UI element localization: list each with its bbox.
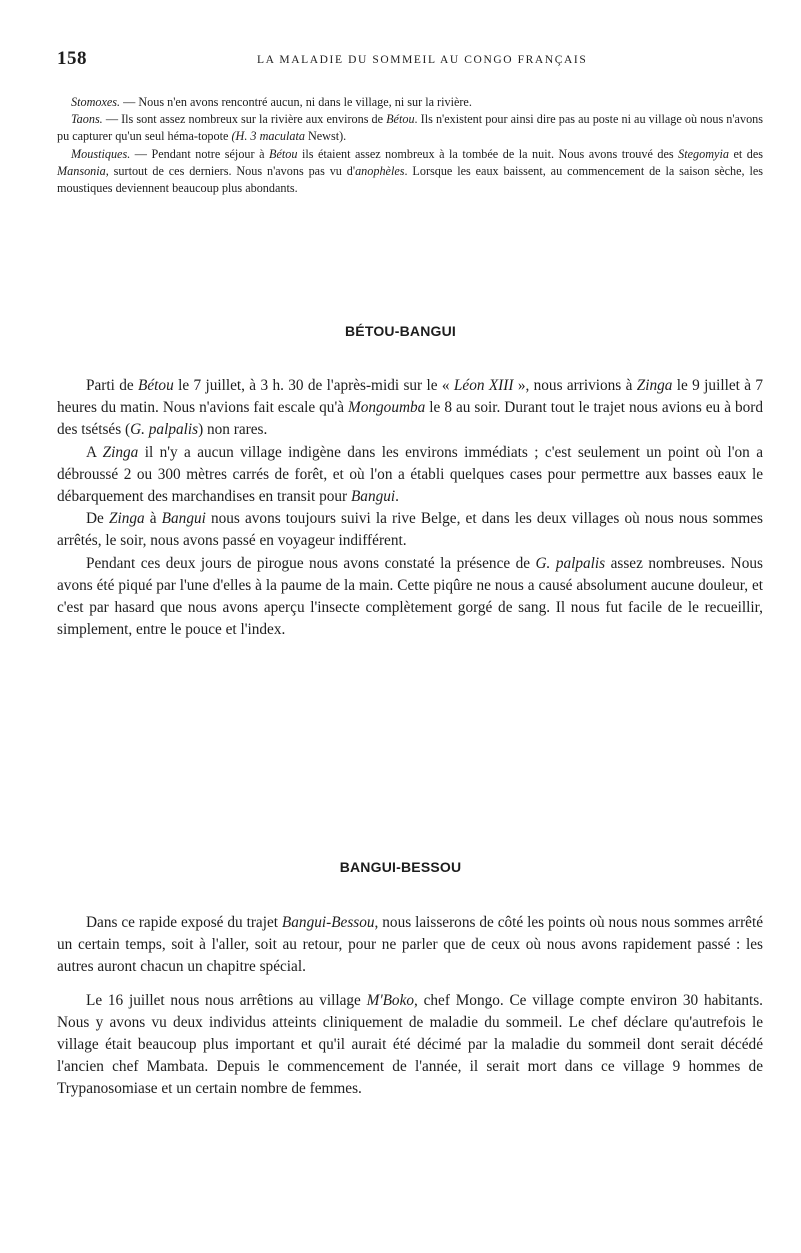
note-text: , surtout de ces derniers. Nous n'avons pas vu d' bbox=[105, 163, 356, 178]
page-number: 158 bbox=[57, 48, 87, 69]
place-name: Bétou bbox=[269, 146, 298, 161]
place-name: Bétou bbox=[386, 112, 415, 127]
paragraph bbox=[57, 442, 763, 509]
boat-name: Léon XIII bbox=[453, 377, 514, 394]
note-taons bbox=[57, 111, 763, 145]
text: assez nombreuses. Nous avons été piqué par l'une d'elles à la paume de la main. Cette piqûre ne nous a causé absolument aucune douleur, et c'est par hasard que nous avons aperçu l'insecte complètement gorgé de sang. Il nous fut facile de le recueillir, simplement, entre le pouce et l'index. bbox=[57, 554, 763, 639]
intro-notes bbox=[57, 94, 763, 197]
species-name: (H. 3 maculata bbox=[231, 129, 305, 144]
paragraph bbox=[57, 553, 763, 642]
text: Dans ce rapide exposé du trajet bbox=[86, 914, 282, 931]
text: », nous arrivions à bbox=[513, 377, 637, 394]
text: le 7 juillet, à 3 h. 30 de l'après-midi sur le « bbox=[173, 377, 454, 394]
section-bangui-bessou bbox=[57, 912, 763, 1101]
note-text: Newst). bbox=[304, 129, 347, 144]
species-name: Stegomyia bbox=[678, 146, 729, 161]
text: Parti de bbox=[86, 377, 139, 394]
section-betou-bangui bbox=[57, 375, 763, 641]
paragraph bbox=[57, 508, 763, 552]
note-text: . Ils n'existent pour ainsi dire pas au poste ni au village où nous n'avons pu capturer qu'un seul héma-topote bbox=[57, 112, 763, 144]
text: le 9 juillet à 7 heures du matin. Nous n'avions fait escale qu'à bbox=[57, 377, 764, 417]
route-name: Bangui-Bessou bbox=[281, 914, 375, 931]
species-name: G. palpalis bbox=[130, 421, 199, 439]
species-name: Mansonia bbox=[57, 163, 106, 178]
species-name: G. palpalis bbox=[535, 554, 606, 572]
note-text: — Pendant notre séjour à bbox=[130, 146, 269, 161]
place-name: M'Boko bbox=[366, 991, 415, 1009]
species-name: anophèles bbox=[355, 163, 405, 178]
text: Le 16 juillet nous nous arrêtions au village bbox=[86, 991, 367, 1009]
note-text: — Ils sont assez nombreux sur la rivière aux environs de bbox=[102, 112, 387, 127]
text: A bbox=[86, 443, 103, 461]
paragraph bbox=[57, 912, 763, 979]
note-text: . Lorsque les eaux baissent, au commencement de la saison sèche, les moustiques deviennent beaucoup plus abondants. bbox=[57, 163, 763, 196]
section-heading-bangui-bessou: BANGUI-BESSOU bbox=[339, 859, 462, 875]
note-lead: Stomoxes. bbox=[71, 95, 121, 109]
running-head: LA MALADIE DU SOMMEIL AU CONGO FRANÇAIS bbox=[257, 54, 588, 66]
text: ) non rares. bbox=[198, 421, 268, 439]
text: le 8 au soir. Durant tout le trajet nous avions eu à bord des tsétsés ( bbox=[57, 399, 764, 439]
note-lead: Taons. bbox=[71, 112, 103, 127]
place-name: Bangui bbox=[161, 510, 206, 528]
note-text: et des bbox=[728, 146, 763, 161]
text: . bbox=[395, 488, 399, 506]
place-name: Zinga bbox=[102, 443, 139, 461]
text: , chef Mongo. Ce village compte environ 30 habitants. Nous y avons vu deux individus atteints cliniquement de maladie du sommeil. Le chef déclare qu'autrefois le village était beaucoup plus important et qu'il aurait été décimé par la maladie du sommeil dont serait décédé l'ancien chef Mambata. Depuis le commencement de l'année, il serait mort dans ce village 9 hommes de Trypanosomiase et un certain nombre de femmes. bbox=[57, 991, 763, 1098]
section-heading-betou-bangui: BÉTOU-BANGUI bbox=[344, 323, 457, 339]
place-name: Bangui bbox=[350, 488, 396, 506]
paragraph bbox=[57, 375, 763, 442]
text: Pendant ces deux jours de pirogue nous avons constaté la présence de bbox=[86, 554, 536, 572]
place-name: Mongoumba bbox=[347, 399, 426, 417]
note-text: ils étaient assez nombreux à la tombée de la nuit. Nous avons trouvé des bbox=[297, 146, 679, 161]
place-name: Zinga bbox=[636, 377, 673, 394]
paragraph bbox=[57, 990, 763, 1101]
note-text: — Nous n'en avons rencontré aucun, ni dans le village, ni sur la rivière. bbox=[120, 95, 472, 109]
text: à bbox=[144, 510, 162, 528]
text: , nous laisserons de côté les points où nous nous sommes arrêté un certain temps, soit à l'aller, soit au retour, pour ne parler que de ceux où nous avons rapidement passé : les autres auront chacun un chapitre spécial. bbox=[57, 914, 763, 976]
place-name: Bétou bbox=[138, 377, 174, 394]
place-name: Zinga bbox=[108, 510, 145, 528]
note-lead: Moustiques. bbox=[71, 146, 131, 161]
text: il n'y a aucun village indigène dans les environs immédiats ; c'est seulement un point où l'on a débroussé 2 ou 300 mètres carrés de forêt, et où l'on a établi quelques cases pour permettre aux basses eaux le débarquement des marchandises en transit pour bbox=[57, 443, 763, 506]
note-moustiques bbox=[57, 146, 763, 198]
text: nous avons toujours suivi la rive Belge, et dans les deux villages où nous nous sommes arrêtés, le soir, nous avons passé en voyageur indifférent. bbox=[57, 510, 763, 550]
note-stomoxes bbox=[57, 94, 763, 111]
text: De bbox=[86, 510, 109, 528]
